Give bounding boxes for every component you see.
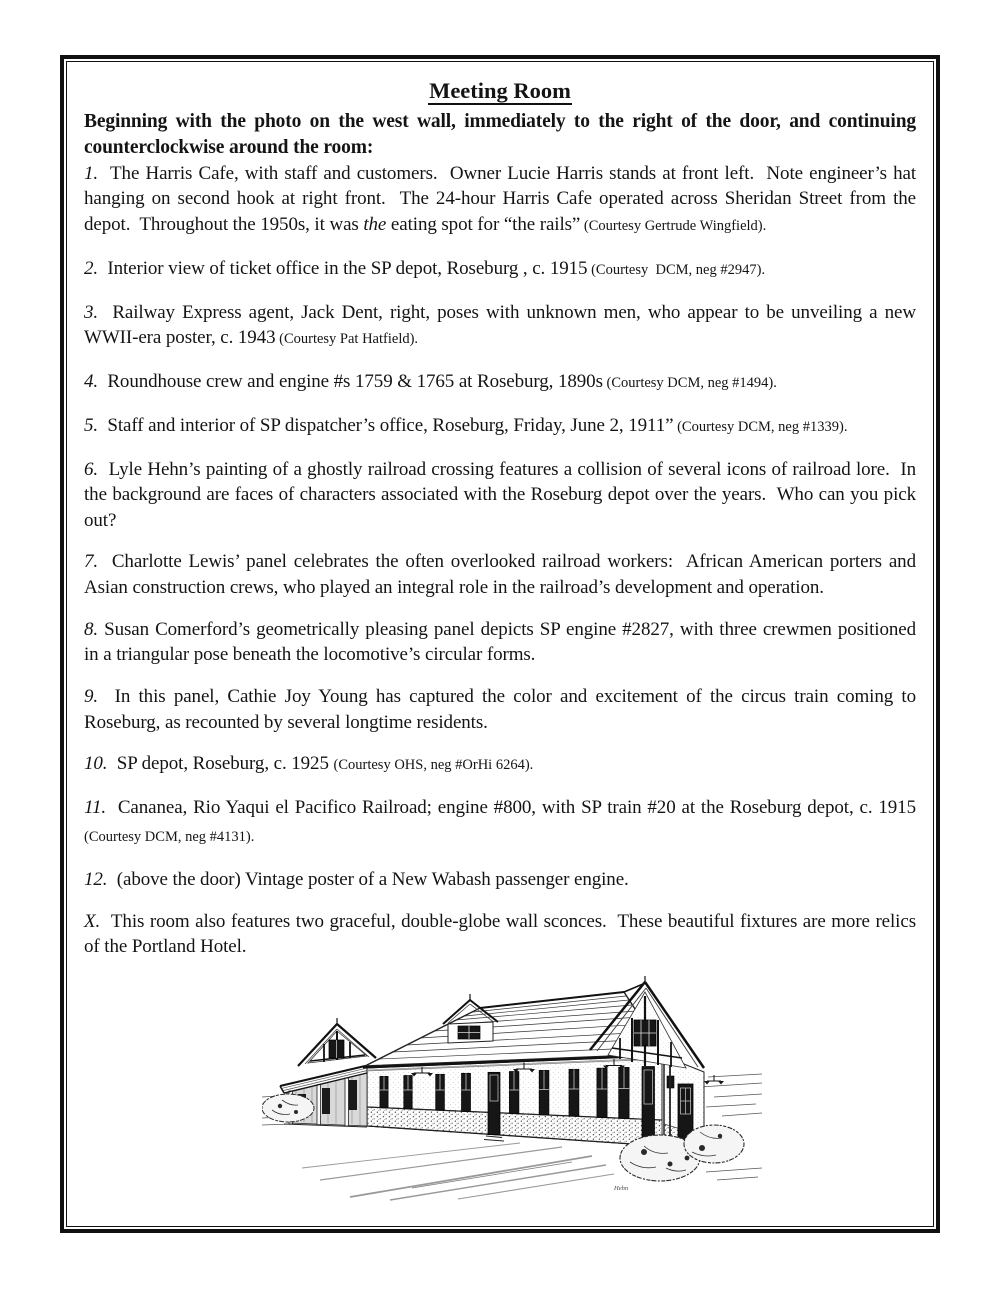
item-number: 4.	[84, 370, 99, 392]
item-number: 7.	[84, 551, 99, 573]
item-text-body: SP depot, Roseburg, c. 1925	[107, 753, 334, 775]
item-text-body: Lyle Hehn’s painting of a ghostly railroad crossing features a collision of several icons of railroad lore. In the background are faces of characters associated with the Roseburg depot over the years. Who can you pick out?	[84, 458, 916, 531]
page-title	[84, 78, 916, 104]
list-item	[84, 751, 916, 778]
item-number: X.	[84, 910, 101, 932]
list-item	[84, 413, 916, 440]
item-text-small: (Courtesy Pat Hatfield).	[275, 331, 419, 348]
list-item	[84, 867, 916, 892]
item-text-italic: the	[363, 213, 387, 235]
list-item	[84, 256, 916, 283]
item-text-body: eating spot for “the rails”	[386, 213, 581, 235]
depot-illustration-container	[262, 976, 762, 1201]
item-text-body: This room also features two graceful, double-globe wall sconces. These beautiful fixtures are more relics of the Portland Hotel.	[84, 910, 916, 957]
item-text-body: Charlotte Lewis’ panel celebrates the often overlooked railroad workers: African American porters and Asian construction crews, who played an integral role in the railroad’s development and operation.	[84, 551, 916, 598]
item-text-small: (Courtesy DCM, neg #4131).	[84, 828, 255, 845]
intro-paragraph: Beginning with the photo on the west wall, immediately to the right of the door, and continuing counterclockwise around the room:	[84, 111, 916, 158]
item-list	[84, 161, 916, 959]
item-number: 5.	[84, 414, 99, 436]
item-text-body: (above the door) Vintage poster of a New Wabash passenger engine.	[107, 868, 629, 890]
item-text-small: (Courtesy DCM, neg #1494).	[602, 374, 777, 391]
list-item	[84, 795, 916, 850]
street-lines	[302, 1143, 614, 1200]
item-text-body: Railway Express agent, Jack Dent, right, poses with unknown men, who appear to be unveiling a new WWII-era poster, c. 1943	[84, 301, 916, 349]
list-item	[84, 617, 916, 668]
bush-left	[262, 1094, 314, 1122]
page-content	[66, 61, 934, 1227]
item-number: 10.	[84, 753, 108, 775]
list-item	[84, 909, 916, 960]
list-item	[84, 161, 916, 239]
item-text-body: Cananea, Rio Yaqui el Pacifico Railroad; engine #800, with SP train #20 at the Roseburg depot, c. 1915	[106, 797, 916, 819]
list-item	[84, 684, 916, 735]
item-number: 3.	[84, 301, 99, 323]
item-number: 11.	[84, 797, 107, 819]
item-number: 9.	[84, 686, 99, 708]
depot-illustration	[262, 976, 762, 1201]
page-border-frame	[60, 55, 940, 1233]
item-text-body: The Harris Cafe, with staff and customers. Owner Lucie Harris stands at front left. Note engineer’s hat hanging on second hook at right front. The 24-hour Harris Cafe operated across Sheridan Street from the depot. Throughout the 1950s, it was	[84, 163, 916, 235]
list-item	[84, 457, 916, 533]
item-text-small: (Courtesy DCM, neg #1339).	[673, 418, 848, 435]
item-text-small: (Courtesy OHS, neg #OrHi 6264).	[333, 757, 534, 774]
item-text-small: (Courtesy DCM, neg #2947).	[587, 261, 766, 278]
list-item	[84, 369, 916, 396]
list-item	[84, 300, 916, 353]
artist-signature: Hehn	[614, 1184, 629, 1192]
item-text-small: (Courtesy Gertrude Wingfield).	[580, 217, 767, 234]
item-number: 8.	[84, 618, 99, 640]
item-number: 12.	[84, 868, 108, 890]
item-number: 1.	[84, 163, 99, 184]
item-number: 6.	[84, 458, 99, 480]
left-gable	[298, 1018, 376, 1066]
door-steps	[484, 1136, 504, 1141]
item-text-body: Interior view of ticket office in the SP depot, Roseburg , c. 1915	[98, 257, 588, 279]
page-title-text: Meeting Room	[429, 78, 571, 103]
item-number: 2.	[84, 257, 99, 279]
item-text-body: Roundhouse crew and engine #s 1759 & 1765 at Roseburg, 1890s	[98, 370, 603, 392]
list-item	[84, 549, 916, 600]
item-text-body: Susan Comerford’s geometrically pleasing panel depicts SP engine #2827, with three crewmen positioned in a triangular pose beneath the locomotive’s circular forms.	[84, 618, 916, 666]
item-text-body: Staff and interior of SP dispatcher’s office, Roseburg, Friday, June 2, 1911”	[98, 414, 674, 436]
item-text-body: In this panel, Cathie Joy Young has captured the color and excitement of the circus train coming to Roseburg, as recounted by several longtime residents.	[84, 686, 916, 733]
